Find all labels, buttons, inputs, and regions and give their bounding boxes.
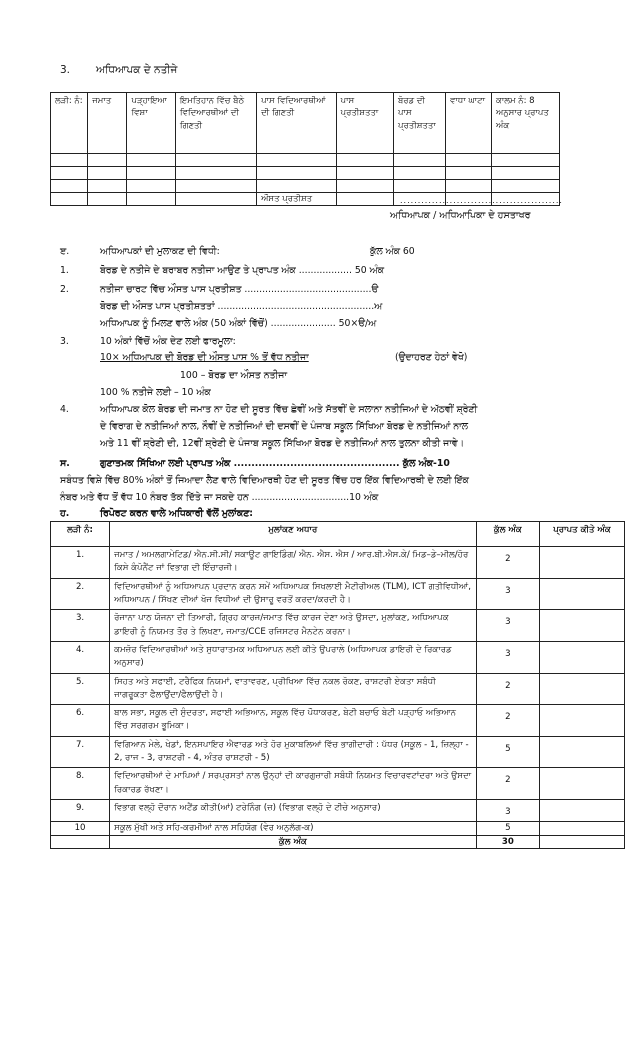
row-obtained <box>540 673 625 705</box>
table-row <box>51 705 625 737</box>
formula-denominator-text: 100 – ਬੋਰਡ ਦਾ ਔਸਤ ਨਤੀਜਾ <box>180 370 287 381</box>
eval-header-obtained: ਪ੍ਰਾਪਤ ਕੀਤੇ ਅੰਕ <box>540 522 625 547</box>
row-obtained <box>540 610 625 642</box>
evaluation-table <box>50 521 625 849</box>
row-marks: 3 <box>476 800 539 822</box>
table-row <box>51 641 625 673</box>
teacher-results-table <box>50 92 560 206</box>
section-s-line-1: ਸਬੰਧਤ ਵਿਸ਼ੇ ਵਿੱਚ 80% ਅੰਕਾਂ ਤੋਂ ਜਿਆਦਾ ਲੈਣ ਵਾਲੇ ਵਿਦਿਆਰਥੀ ਹੋਣ ਦੀ ਸੂਰਤ ਵਿੱਚ ਹਰ ਇੱਕ ਵਿਦਿਆਰਥੀ ਦੇ ਲਈ ਇੱਕ <box>60 475 469 486</box>
row-serial: 4. <box>51 641 110 673</box>
item-text: ਅਤੇ 11 ਵੀਂ ਸ਼੍ਰੇਣੀ ਦੀ, 12ਵੀਂ ਸ਼੍ਰੇਣੀ ਦੇ ਪੰਜਾਬ ਸਕੂਲ ਸਿੱਖਿਆ ਬੋਰਡ ਦੇ ਨਤੀਜਿਆਂ ਨਾਲ ਤੁਲਨਾ ਕੀਤੀ ਜਾਵੇ। <box>100 438 464 449</box>
signature-line: .............................................. <box>400 196 563 205</box>
section-e-title: ਅਧਿਆਪਕਾਂ ਦੀ ਮੁਲਾਕਣ ਦੀ ਵਿਧੀ: <box>100 246 220 257</box>
row-marks: 2 <box>476 768 539 800</box>
row-serial: 6. <box>51 705 110 737</box>
total-blank-cell <box>51 835 110 848</box>
row-marks: 3 <box>476 578 539 610</box>
signature-caption: ਅਧਿਆਪਕ / ਅਧਿਆਪਿਕਾ ਦੇ ਹਸਤਾਖਰ <box>390 210 531 221</box>
row-obtained <box>540 547 625 579</box>
item-number: 3. <box>60 336 69 347</box>
row-marks: 5 <box>476 822 539 835</box>
row-criterion: ਵਿਦਿਆਰਥੀਆਂ ਨੂੰ ਅਧਿਆਪਨ ਪ੍ਰਦਾਨ ਕਰਨ ਸਮੇਂ ਅਧਿਆਪਕ ਸਿਖਲਾਈ ਮੈਟੀਰੀਅਲ (TLM), ICT ਗਤੀਵਿਧੀਆਂ, ਅਧਿਆਪਨ / ਸਿੱਖਣ ਦੀਆਂ ਖੋਜ ਵਿਧੀਆਂ ਦੀ ਉਸਾਰੂ ਵਰਤੋਂ ਕਰਦਾ/ਕਰਦੀ ਹੈ। <box>110 578 477 610</box>
total-obtained-cell <box>540 835 625 848</box>
row-obtained <box>540 768 625 800</box>
item-text: ਦੇ ਵਿਰਾਗ ਦੇ ਨਤੀਜਿਆਂ ਨਾਲ, ਨੌਵੀਂ ਦੇ ਨਤੀਜਿਆਂ ਦੀ ਦਸਵੀਂ ਦੇ ਪੰਜਾਬ ਸਕੂਲ ਸਿੱਖਿਆ ਬੋਰਡ ਦੇ ਨਤੀਜਿਆਂ ਨਾਲ <box>100 421 468 432</box>
total-value: 30 <box>476 835 539 848</box>
results-header-cell: ਜਮਾਤ <box>88 93 127 154</box>
row-serial: 3. <box>51 610 110 642</box>
section-s-title: ਗੁਣਾਤਮਕ ਸਿੱਖਿਆ ਲਈ ਪ੍ਰਾਪਤ ਅੰਕ ............................................... ਕੁੱਲ ਅੰਕ-10 <box>100 458 450 469</box>
item-number: 2. <box>60 284 69 295</box>
row-obtained <box>540 800 625 822</box>
formula-example-note: (ਉਦਾਹਰਣ ਹੇਠਾਂ ਵੇਖੋ) <box>395 352 468 363</box>
row-criterion: ਵਿਗਿਆਨ ਮੇਲੇ, ਖੇਡਾਂ, ਇਨਸਪਾਇਰ ਐਵਾਰਡ ਅਤੇ ਹੋਰ ਮੁਕਾਬਲਿਆਂ ਵਿੱਚ ਭਾਗੀਦਾਰੀ : ਪੱਧਰ (ਸਕੂਲ - 1, ਜ਼ਿਲ੍ਹਾ - 2, ਰਾਜ - 3, ਰਾਸ਼ਟਰੀ - 4, ਅੰਤਰ ਰਾਸ਼ਟਰੀ - 5) <box>110 736 477 768</box>
row-serial: 5. <box>51 673 110 705</box>
row-obtained <box>540 736 625 768</box>
item-text: 100 % ਨਤੀਜੇ ਲਈ – 10 ਅੰਕ <box>100 387 211 398</box>
row-criterion: ਕਮਜ਼ੋਰ ਵਿਦਿਆਰਥੀਆਂ ਅਤੇ ਸੁਧਾਰਾਤਮਕ ਅਧਿਆਪਨ ਲਈ ਕੀਤੇ ਉਪਰਾਲੇ (ਅਧਿਆਪਕ ਡਾਇਰੀ ਦੇ ਰਿਕਾਰਡ ਅਨੁਸਾਰ) <box>110 641 477 673</box>
item-text: ਬੋਰਡ ਦੀ ਔਸਤ ਪਾਸ ਪ੍ਰਤੀਸ਼ਤਤਾਂ .....................................................ਅ <box>100 301 383 312</box>
total-label: ਕੁੱਲ ਅੰਕ <box>110 835 477 848</box>
results-header-cell: ਪਾਸ ਪ੍ਰਤੀਸ਼ਤਤਾ <box>336 93 393 154</box>
row-marks: 2 <box>476 673 539 705</box>
item-number: 4. <box>60 404 69 415</box>
average-percent-label: ਔਸਤ ਪ੍ਰਤੀਸ਼ਤ <box>257 193 337 206</box>
results-blank-row <box>51 154 560 167</box>
row-serial: 1. <box>51 547 110 579</box>
table-row <box>51 547 625 579</box>
results-header-cell: ਇਮਤਿਹਾਨ ਵਿੱਚ ਬੈਠੇ ਵਿਦਿਆਰਥੀਆਂ ਦੀ ਗਿਣਤੀ <box>175 93 256 154</box>
eval-header-basis: ਮੁਲਾਂਕਣ ਅਧਾਰ <box>110 522 477 547</box>
table-row <box>51 822 625 835</box>
row-marks: 3 <box>476 641 539 673</box>
row-marks: 3 <box>476 610 539 642</box>
table-row <box>51 673 625 705</box>
evaluation-table-header <box>51 522 625 547</box>
row-obtained <box>540 578 625 610</box>
item-text: 10 ਅੰਕਾਂ ਵਿੱਚੋਂ ਅੰਕ ਦੇਣ ਲਈ ਫਾਰਮੂਲਾ: <box>100 336 236 347</box>
row-serial: 2. <box>51 578 110 610</box>
item-text: ਅਧਿਆਪਕ ਨੂੰ ਮਿਲਣ ਵਾਲੇ ਅੰਕ (50 ਅੰਕਾਂ ਵਿੱਚੋਂ) ...................... 50×ੳ/ਅ <box>100 318 377 329</box>
item-number: 1. <box>60 265 69 276</box>
results-header-cell: ਬੋਰਡ ਦੀ ਪਾਸ ਪ੍ਰਤੀਸ਼ਤਤਾ <box>394 93 446 154</box>
row-serial: 10 <box>51 822 110 835</box>
row-criterion: ਜਮਾਤ / ਅਮਲਗਾਮੇਟਿਡ/ ਐਨ.ਸੀ.ਸੀ/ ਸਕਾਊਟ ਗਾਇਡਿੰਗ/ ਐਨ. ਐਸ. ਐਸ / ਆਰ.ਬੀ.ਐਸ.ਕੇ/ ਮਿਡ–ਡੇ–ਮੀਲ/ਹੋਰ ਕਿਸੇ ਕੰਪੋਨੈਂਟ ਜਾਂ ਵਿਭਾਗ ਦੀ ਇੰਚਾਰਜੀ। <box>110 547 477 579</box>
table-row <box>51 768 625 800</box>
results-blank-row <box>51 180 560 193</box>
results-blank-row <box>51 167 560 180</box>
section-3-title <box>60 64 177 77</box>
section-s-label: ਸ. <box>60 458 70 469</box>
eval-header-serial: ਲੜੀ ਨੰ: <box>51 522 110 547</box>
row-criterion: ਸਿਹਤ ਅਤੇ ਸਫਾਈ, ਟਰੈਫਿਕ ਨਿਯਮਾਂ, ਵਾਤਾਵਰਣ, ਪ੍ਰੀਖਿਆ ਵਿੱਚ ਨਕਲ ਰੋਕਣ, ਰਾਸ਼ਟਰੀ ਏਕਤਾ ਸਬੰਧੀ ਜਾਗਰੂਕਤਾ ਫੈਲਾਉਂਦਾ/ਫੈਲਾਉਂਦੀ ਹੈ। <box>110 673 477 705</box>
row-marks: 5 <box>476 736 539 768</box>
row-criterion: ਵਿਭਾਗ ਵਲ੍ਹੋ ਦੌਰਾਨ ਅਟੈਂਡ ਕੀਤੀ(ਆਂ) ਟਰੇਨਿੰਗ (ਜ਼) (ਵਿਭਾਗ ਵਲ੍ਹੋ ਦੇ ਟੀਚੇ ਅਨੁਸਾਰ) <box>110 800 477 822</box>
evaluation-total-row <box>51 835 625 848</box>
section-e-total: ਕੁੱਲ ਅੰਕ 60 <box>370 246 415 257</box>
row-marks: 2 <box>476 547 539 579</box>
row-criterion: ਵਿਦਿਆਰਥੀਆਂ ਦੇ ਮਾਪਿਆਂ / ਸਰਪ੍ਰਸਤਾਂ ਨਾਲ ਉਨ੍ਹਾਂ ਦੀ ਕਾਰਗੁਜ਼ਾਰੀ ਸਬੰਧੀ ਨਿਯਮਤ ਵਿਚਾਰਵਟਾਂਦਰਾ ਅਤੇ ਉਸਦਾ ਰਿਕਾਰਡ ਰੱਖਣਾ। <box>110 768 477 800</box>
section-e-label: ੲ. <box>60 246 70 257</box>
table-row <box>51 610 625 642</box>
row-criterion: ਰੋਜਾਨਾ ਪਾਠ ਯੋਜਨਾ ਦੀ ਤਿਆਰੀ, ਗ੍ਰਿਹ ਕਾਰਜ/ਜਮਾਤ ਵਿੱਚ ਕਾਰਜ ਦੇਣਾ ਅਤੇ ਉਸਦਾ, ਮੁਲਾਂਕਣ, ਅਧਿਆਪਕ ਡਾਇਰੀ ਨੂੰ ਨਿਯਮਤ ਤੌਰ ਤੇ ਲਿਖਣਾ, ਜਮਾਤ/CCE ਰਜਿਸਟਰ ਮੈਨਟੇਨ ਕਰਨਾ। <box>110 610 477 642</box>
item-text: ਅਧਿਆਪਕ ਕੋਲ ਬੋਰਡ ਦੀ ਜਮਾਤ ਨਾ ਹੋਣ ਦੀ ਸੂਰਤ ਵਿੱਚ ਛੇਵੀਂ ਅਤੇ ਸੱਤਵੀਂ ਦੇ ਸਲਾਨਾ ਨਤੀਜਿਆਂ ਦੇ ਅੱਠਵੀਂ ਸ਼੍ਰੇਣੀ <box>100 404 478 415</box>
eval-header-total: ਕੁੱਲ ਅੰਕ <box>476 522 539 547</box>
results-header-cell: ਕਾਲਮ ਨੰ: 8 ਅਨੁਸਾਰ ਪ੍ਰਾਪਤ ਅੰਕ <box>492 93 560 154</box>
results-header-cell: ਲੜੀ: ਨੰ: <box>51 93 88 154</box>
table-row <box>51 578 625 610</box>
section-3-heading: ਅਧਿਆਪਕ ਦੇ ਨਤੀਜੇ <box>96 64 178 76</box>
row-serial: 8. <box>51 768 110 800</box>
table-row <box>51 800 625 822</box>
section-h-title: ਰਿਪੋਰਟ ਕਰਨ ਵਾਲੇ ਅਧਿਕਾਰੀ ਵੱਲੋਂ ਮੁਲਾਂਕਣ: <box>100 508 253 519</box>
item-text: ਬੋਰਡ ਦੇ ਨਤੀਜੇ ਦੇ ਬਰਾਬਰ ਨਤੀਜਾ ਆਉਣ ਤੇ ਪ੍ਰਾਪਤ ਅੰਕ .................. 50 ਅੰਕ <box>100 265 384 276</box>
section-s-line-2: ਨੰਬਰ ਅਤੇ ਵੱਧ ਤੋਂ ਵੱਧ 10 ਨੰਬਰ ਤੱਕ ਦਿੱਤੇ ਜਾ ਸਕਦੇ ਹਨ .................................10 ਅੰਕ <box>60 492 379 503</box>
row-criterion: ਸਕੂਲ ਮੁੱਖੀ ਅਤੇ ਸਹਿ-ਕਰਮੀਆਂ ਨਾਲ ਸਹਿਯੋਗ (ਵੇਰ ਅਨੁਲੱਗ-ਕ) <box>110 822 477 835</box>
section-h-label: ਹ. <box>60 508 70 519</box>
row-marks: 2 <box>476 705 539 737</box>
table-row <box>51 736 625 768</box>
item-text: ਨਤੀਜਾ ਚਾਰਟ ਵਿੱਚ ਔਸਤ ਪਾਸ ਪ੍ਰਤੀਸ਼ਤ ...........................................ੳ <box>100 284 379 295</box>
row-obtained <box>540 641 625 673</box>
formula-numerator-text: 10× ਅਧਿਆਪਕ ਦੀ ਬੋਰਡ ਦੀ ਔਸਤ ਪਾਸ % ਤੋਂ ਵੱਧ ਨਤੀਜਾ <box>100 352 309 363</box>
results-header-cell: ਪੜ੍ਹਾਇਆ ਵਿਸ਼ਾ <box>127 93 175 154</box>
row-serial: 9. <box>51 800 110 822</box>
row-obtained <box>540 822 625 835</box>
section-3-number: 3. <box>60 64 71 76</box>
row-criterion: ਬਾਲ ਸਭਾ, ਸਕੂਲ ਦੀ ਸੁੰਦਰਤਾ, ਸਫਾਈ ਅਭਿਆਨ, ਸਕੂਲ ਵਿੱਚ ਪੌਧਾਕਰਣ, ਬੇਟੀ ਬਚਾਓ ਬੇਟੀ ਪੜ੍ਹਾਓ ਅਭਿਆਨ ਵਿੱਚ ਸਰਗਰਮ ਭੂਮਿਕਾ। <box>110 705 477 737</box>
results-table-header <box>51 93 560 154</box>
results-header-cell: ਵਾਧਾ ਘਾਟਾ <box>446 93 492 154</box>
row-serial: 7. <box>51 736 110 768</box>
row-obtained <box>540 705 625 737</box>
results-header-cell: ਪਾਸ ਵਿਦਿਆਰਥੀਆਂ ਦੀ ਗਿਣਤੀ <box>257 93 337 154</box>
